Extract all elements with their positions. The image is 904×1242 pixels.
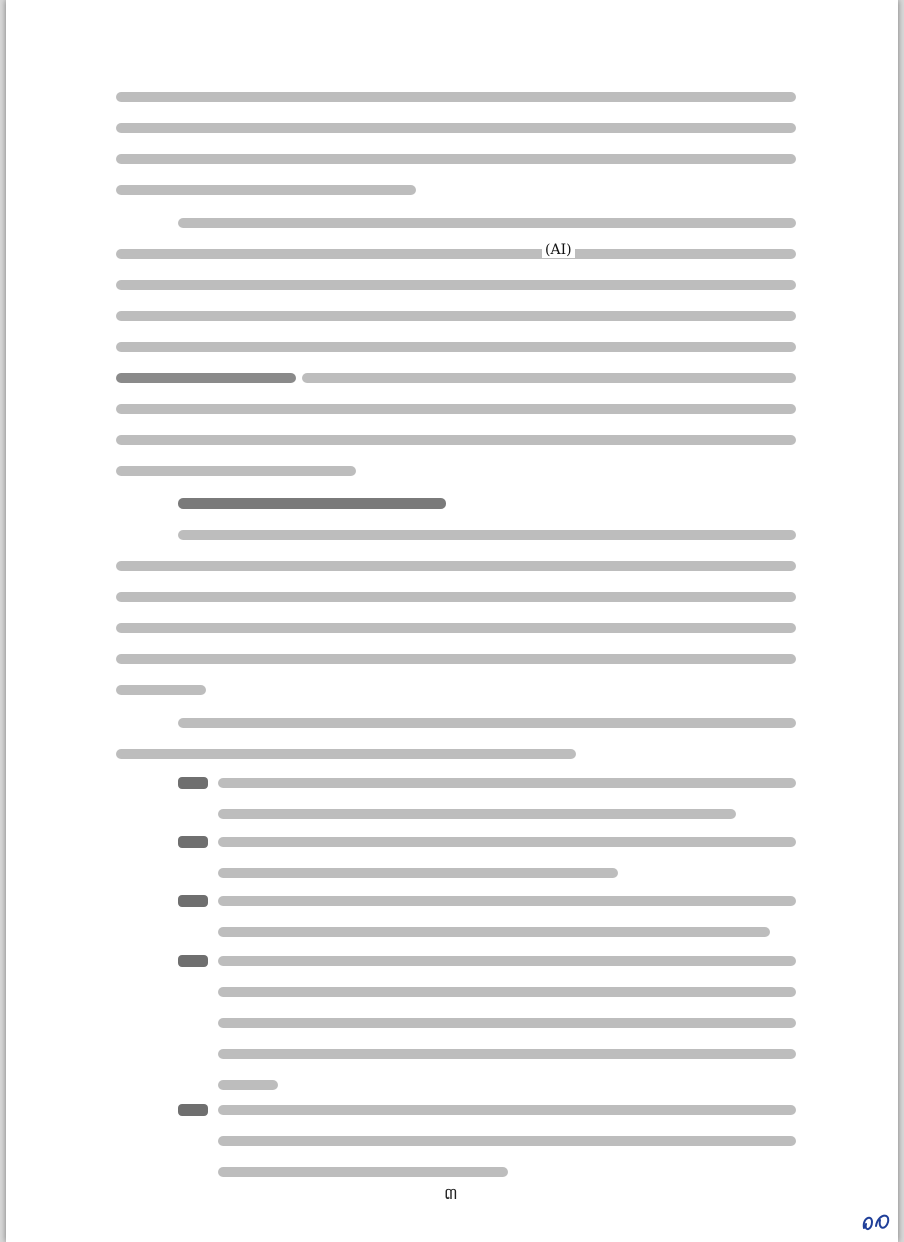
initials-mark [860, 1208, 894, 1234]
latin-fragment-ai: (AI) [542, 242, 575, 258]
section-heading [178, 498, 446, 509]
page-number: ៣ [444, 1184, 458, 1203]
document-page [6, 0, 898, 1242]
